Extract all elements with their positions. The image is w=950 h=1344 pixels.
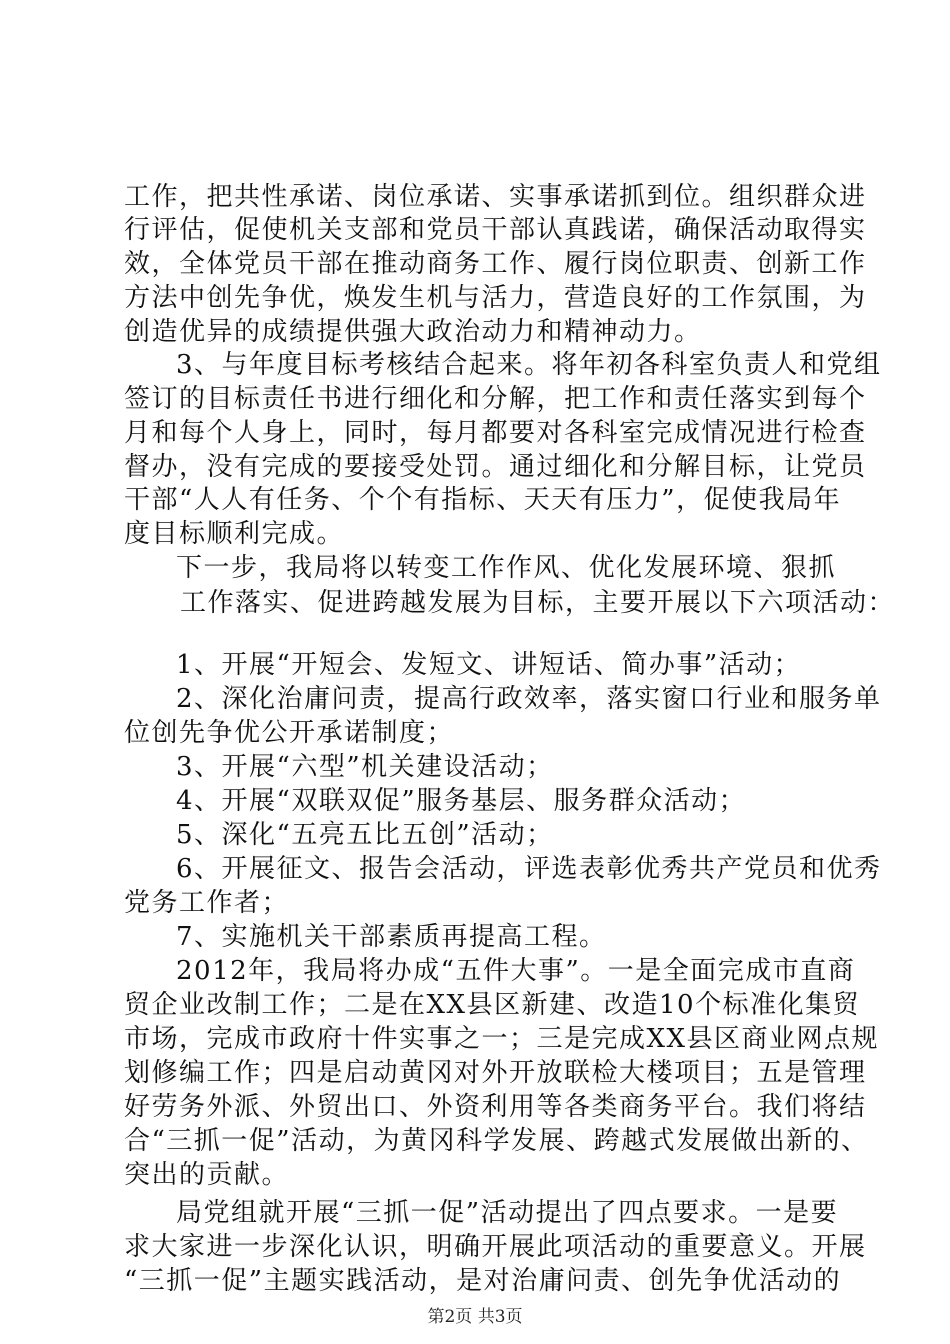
body-text-line: 督办，没有完成的要接受处罚。通过细化和分解目标，让党员 [124,452,867,482]
body-text-line: 局党组就开展“三抓一促”活动提出了四点要求。一是要 [176,1198,839,1228]
list-item: 6、开展征文、报告会活动，评选表彰优秀共产党员和优秀 [176,854,882,884]
body-text-line: 工作，把共性承诺、岗位承诺、实事承诺抓到位。组织群众进 [124,182,867,212]
body-text-line: 创造优异的成绩提供强大政治动力和精神动力。 [124,317,702,347]
body-text-line: 贸企业改制工作；二是在XX县区新建、改造10个标准化集贸 [124,990,861,1020]
body-text-line: 效，全体党员干部在推动商务工作、履行岗位职责、创新工作 [124,249,867,279]
body-text-line: 合“三抓一促”活动，为黄冈科学发展、跨越式发展做出新的、 [124,1126,869,1156]
list-item: 党务工作者； [124,888,290,918]
list-item: 3、开展“六型”机关建设活动； [176,752,554,782]
body-text-line: 签订的目标责任书进行细化和分解，把工作和责任落实到每个 [124,384,867,414]
body-text-line: 月和每个人身上，同时，每月都要对各科室完成情况进行检查 [124,418,867,448]
body-text-line: 工作落实、促进跨越发展为目标，主要开展以下六项活动： [180,588,896,618]
body-text-line: 方法中创先争优，焕发生机与活力，营造良好的工作氛围，为 [124,283,867,313]
list-item: 2、深化治庸问责，提高行政效率，落实窗口行业和服务单 [176,684,882,714]
body-text-line: 市场，完成市政府十件实事之一；三是完成XX县区商业网点规 [124,1024,880,1054]
list-item: 1、开展“开短会、发短文、讲短话、简办事”活动； [176,650,802,680]
body-text-line: “三抓一促”主题实践活动，是对治庸问责、创先争优活动的 [124,1266,842,1296]
body-text-line: 2012年，我局将办成“五件大事”。一是全面完成市直商 [176,956,856,986]
body-text-line: 度目标顺利完成。 [124,519,345,549]
list-item: 位创先争优公开承诺制度； [124,718,455,748]
body-text-line: 行评估，促使机关支部和党员干部认真践诺，确保活动取得实 [124,215,867,245]
body-text-line: 求大家进一步深化认识，明确开展此项活动的重要意义。开展 [124,1232,867,1262]
list-item: 4、开展“双联双促”服务基层、服务群众活动； [176,786,747,816]
body-text-line: 下一步，我局将以转变工作作风、优化发展环境、狠抓 [176,553,837,583]
body-text-line: 突出的贡献。 [124,1160,290,1190]
body-text-line: 干部“人人有任务、个个有指标、天天有压力”，促使我局年 [124,485,842,515]
body-text-line: 划修编工作；四是启动黄冈对外开放联检大楼项目；五是管理 [124,1058,867,1088]
body-text-line: 3、与年度目标考核结合起来。将年初各科室负责人和党组 [176,350,882,380]
page-number-footer: 第2页 共3页 [427,1307,523,1327]
body-text-line: 好劳务外派、外贸出口、外资利用等各类商务平台。我们将结 [124,1092,867,1122]
list-item: 7、实施机关干部素质再提高工程。 [176,922,607,952]
list-item: 5、深化“五亮五比五创”活动； [176,820,554,850]
